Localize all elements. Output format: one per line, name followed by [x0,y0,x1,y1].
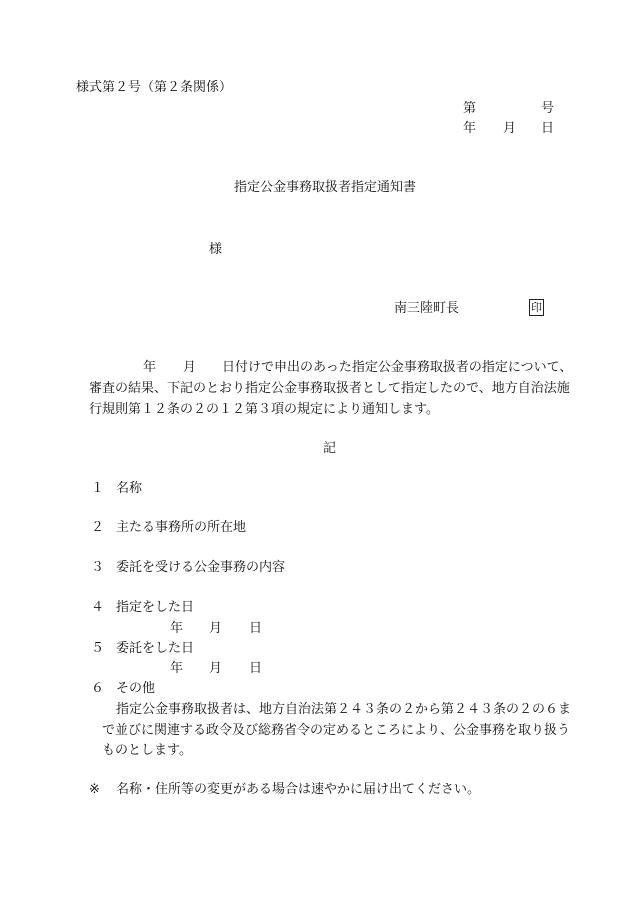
delegation-date-day: 日 [249,661,263,676]
other-text-line-1: 指定公金事務取扱者は、地方自治法第２４３条の２から第２４３条の２の６ま [116,702,572,717]
delegation-date-year: 年 [170,661,184,676]
item-label-other: その他 [116,681,156,696]
doc-number-prefix: 第 [463,101,477,116]
designation-date-year: 年 [170,621,184,636]
designation-date-day: 日 [249,621,263,636]
note-mark: ※ [89,782,100,797]
doc-date-day: 日 [541,121,555,136]
addressee-suffix: 様 [209,242,223,257]
designation-date-month: 月 [209,621,223,636]
item-number: １ [91,481,105,496]
body-line-1: 日付けで申出のあった指定公金事務取扱者の指定について、 [222,360,573,375]
doc-number-suffix: 号 [541,101,555,116]
item-number: ４ [91,600,105,615]
item-number: ５ [91,641,105,656]
issuer-name: 南三陸町長 [394,301,460,316]
item-label-office-location: 主たる事務所の所在地 [116,520,247,535]
other-text-line-3: ものとします。 [102,743,192,758]
item-label-service-content: 委託を受ける公金事務の内容 [116,560,286,575]
note-text: 名称・住所等の変更がある場合は速やかに届け出てください。 [116,782,481,797]
item-label-name: 名称 [116,481,143,496]
doc-date-year: 年 [463,121,477,136]
item-number: ２ [91,520,105,535]
item-label-designation-date: 指定をした日 [116,600,195,615]
ki-heading: 記 [323,441,337,456]
document-title: 指定公金事務取扱者指定通知書 [234,180,417,195]
item-number: ３ [91,560,105,575]
form-label: 様式第２号（第２条関係） [76,80,233,95]
other-text-line-2: で並びに関連する政令及び総務省令の定めるところにより、公金事務を取り扱う [102,723,571,738]
body-line-2: 審査の結果、下記のとおり指定公金事務取扱者として指定したので、地方自治法施 [89,381,570,396]
delegation-date-month: 月 [209,661,223,676]
seal-mark: 印 [531,301,542,314]
body-line-3: 行規則第１２条の２の１２第３項の規定により通知します。 [89,402,439,417]
body-date-month: 月 [183,360,197,375]
doc-date-month: 月 [503,121,517,136]
body-date-year: 年 [143,360,157,375]
item-number: ６ [91,681,105,696]
item-label-delegation-date: 委託をした日 [116,641,195,656]
